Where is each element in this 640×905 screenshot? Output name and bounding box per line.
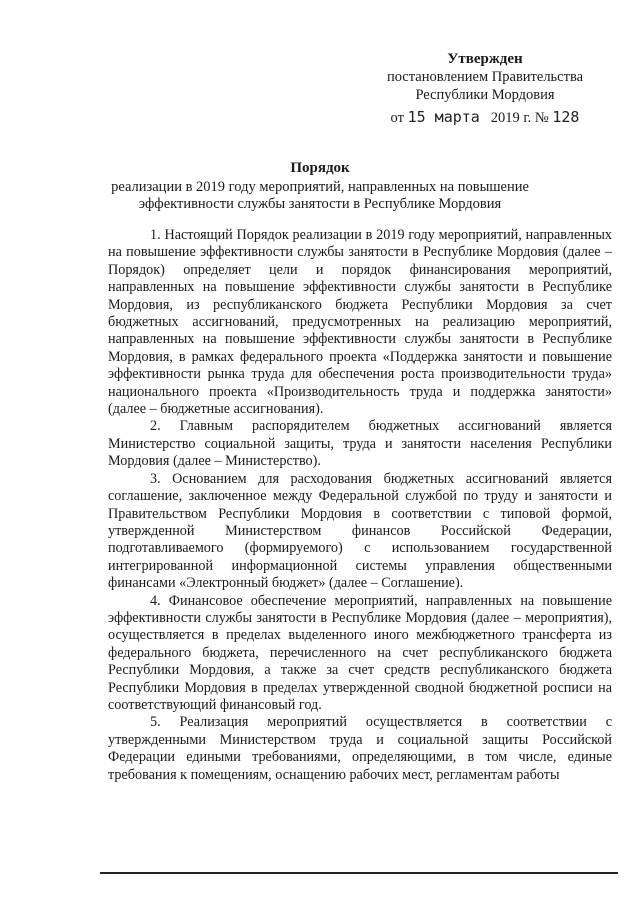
title-subtitle: реализации в 2019 году мероприятий, направленных на повышение эффективности службы занятости в Республике Мордовия xyxy=(111,179,529,212)
title-heading: Порядок xyxy=(290,160,350,176)
date-year: 2019 г. xyxy=(490,110,532,126)
date-day-month: 15 марта xyxy=(407,108,480,126)
approval-authority-line: постановлением Правительства xyxy=(386,69,584,85)
paragraph: 1. Настоящий Порядок реализации в 2019 году мероприятий, направленных на повышение эффективности службы занятости в Республике Мордовия (далее – Порядок) определяет цели и порядок финансирования мероприятий, направленных на повышение эффективности службы занятости в Республике Мордовия, из республиканского бюджета Республики Мордовия за счет бюджетных ассигнований, предусмотренных на реализацию мероприятий, направленных на повышение эффективности службы занятости в Республике Мордовия, в рамках федерального проекта «Поддержка занятости и повышение эффективности рынка труда для обеспечения роста производительности труда» национального проекта «Производительность труда и поддержка занятости» (далее – бюджетные ассигнования). xyxy=(108,227,612,418)
number-label: № xyxy=(534,110,549,126)
approval-date-line xyxy=(360,108,610,127)
scan-edge-line xyxy=(100,872,618,874)
document-title xyxy=(100,160,540,213)
date-prefix: от xyxy=(390,110,404,126)
decree-number: 128 xyxy=(552,108,580,126)
paragraph: 2. Главным распорядителем бюджетных ассигнований является Министерство социальной защиты, труда и занятости населения Республики Мордовия (далее – Министерство). xyxy=(108,418,612,470)
approval-region-line: Республики Мордовия xyxy=(415,87,555,103)
paragraph: 3. Основанием для расходования бюджетных ассигнований является соглашение, заключенное между Федеральной службой по труду и занятости и Правительством Республики Мордовия в соответствии с типовой формой, утвержденной Министерством финансов Российской Федерации, подготавливаемого (формируемого) с использованием государственной интегрированной информационной системы управления общественными финансами «Электронный бюджет» (далее – Соглашение). xyxy=(108,470,612,592)
document-body xyxy=(108,227,612,784)
paragraph: 5. Реализация мероприятий осуществляется в соответствии с утвержденными Министерством труда и социальной защиты Российской Федерации едиными требованиями, определяющими, в том числе, единые требования к помещениям, оснащению рабочих мест, регламентам работы xyxy=(108,714,612,783)
approval-block xyxy=(360,50,610,127)
paragraph: 4. Финансовое обеспечение мероприятий, направленных на повышение эффективности службы занятости в Республике Мордовия (далее – мероприятия), осуществляется в пределах выделенного иного межбюджетного трансферта из федерального бюджета, перечисленного на счет республиканского бюджета Республики Мордовия, а также за счет средств республиканского бюджета Республики Мордовия в пределах утвержденной сводной бюджетной росписи на соответствующий финансовый год. xyxy=(108,592,612,713)
approved-label: Утвержден xyxy=(447,51,523,67)
